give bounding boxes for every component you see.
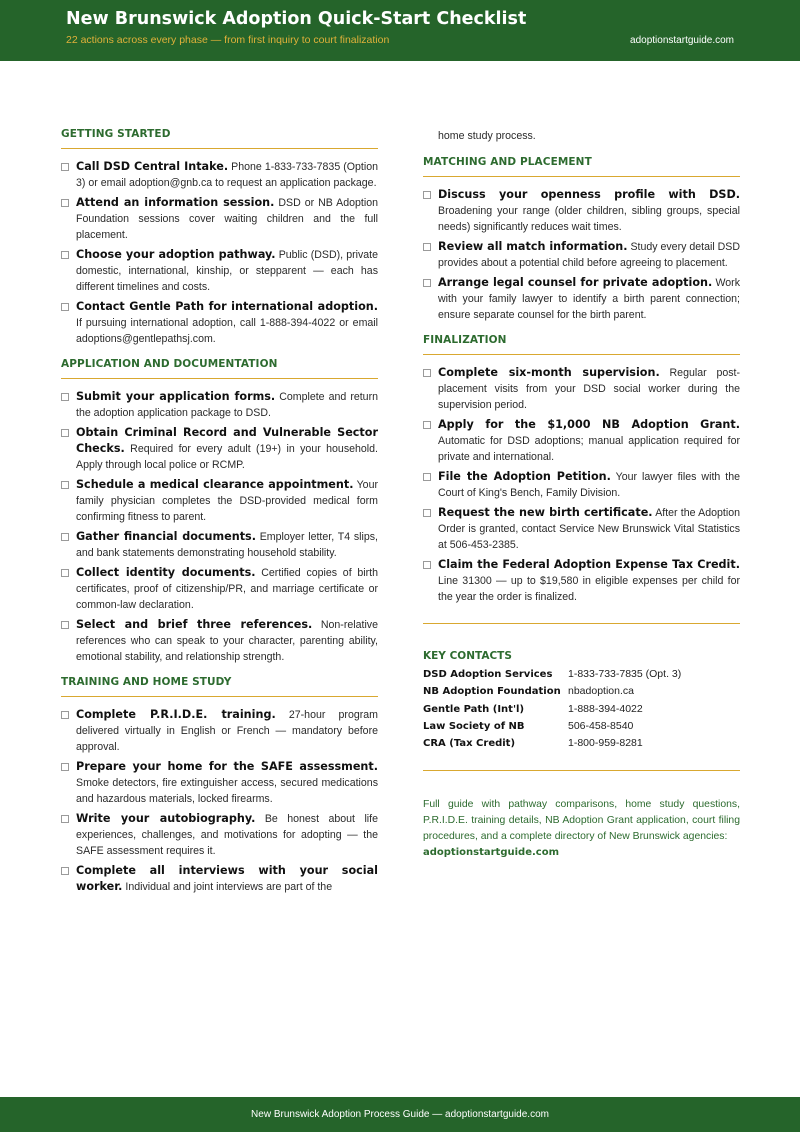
- item-text: DSD or NB Adoption Foundation sessions cover waiting children and the full placement.: [76, 197, 378, 241]
- checklist-item: [423, 365, 740, 413]
- checkbox[interactable]: [61, 711, 69, 719]
- item-text: If pursuing international adoption, call 1-888-394-4022 or email adoptions@gentlepathsj.com.: [76, 317, 378, 345]
- item-lead: Complete P.R.I.D.E. training.: [76, 708, 276, 721]
- contact-value: 506-458-8540: [568, 719, 634, 732]
- checkbox[interactable]: [423, 243, 431, 251]
- checkbox[interactable]: [61, 867, 69, 875]
- checklist-item: [423, 417, 740, 465]
- checkbox[interactable]: [61, 533, 69, 541]
- checklist-item: [61, 565, 378, 613]
- section-finalization: [423, 334, 740, 605]
- checkbox[interactable]: [61, 621, 69, 629]
- section-title: FINALIZATION: [423, 334, 740, 355]
- item-lead: File the Adoption Petition.: [438, 470, 611, 483]
- item-lead: Complete six-month supervision.: [438, 366, 660, 379]
- checklist-item: [61, 389, 378, 421]
- checklist-item: [61, 195, 378, 243]
- item-text: Individual and joint interviews are part of the: [125, 881, 333, 893]
- item-lead: Request the new birth certificate.: [438, 506, 653, 519]
- checklist-item: [423, 239, 740, 271]
- guide-text: Full guide with pathway comparisons, home study questions, P.R.I.D.E. training details, NB Adoption Grant application, court filing procedures, and a complete directory of New Brunswick agencies:: [423, 799, 740, 843]
- item-text: After the Adoption Order is granted, contact Service New Brunswick Vital Statistics at 506-453-2385.: [438, 507, 741, 551]
- checkbox[interactable]: [61, 163, 69, 171]
- checklist-item: [61, 477, 378, 525]
- item-text: Complete and return the adoption application package to DSD.: [76, 391, 378, 419]
- guide-link[interactable]: adoptionstartguide.com: [423, 847, 559, 859]
- checklist-item: [423, 469, 740, 501]
- item-text: Certified copies of birth certificates, proof of citizenship/PR, and marriage certificate or common-law declaration.: [76, 567, 378, 611]
- checkbox[interactable]: [61, 303, 69, 311]
- checklist-item: [61, 863, 378, 895]
- checkbox[interactable]: [423, 191, 431, 199]
- section-application: [61, 358, 378, 665]
- checkbox[interactable]: [423, 421, 431, 429]
- checklist-item: [423, 557, 740, 605]
- item-lead: Contact Gentle Path for international adoption.: [76, 300, 378, 313]
- item-lead: Select and brief three references.: [76, 618, 313, 631]
- page-subtitle: 22 actions across every phase — from first inquiry to court finalization: [66, 34, 390, 46]
- contact-name: CRA (Tax Credit): [423, 738, 516, 750]
- contact-row: [423, 735, 740, 752]
- checkbox[interactable]: [61, 481, 69, 489]
- divider: [423, 623, 740, 624]
- item-lead: Schedule a medical clearance appointment.: [76, 478, 354, 491]
- contact-name: DSD Adoption Services: [423, 669, 553, 680]
- item-text: 27-hour program delivered virtually in English or French — mandatory before approval.: [76, 709, 378, 753]
- item-lead: Complete all interviews with your social worker.: [76, 864, 378, 893]
- divider: [423, 770, 740, 771]
- contact-name: NB Adoption Foundation: [423, 686, 561, 698]
- section-title: APPLICATION AND DOCUMENTATION: [61, 358, 378, 379]
- item-text: Study every detail DSD provides about a potential child before agreeing to placement.: [438, 241, 740, 269]
- contact-row: [423, 683, 740, 700]
- contact-value: 1-888-394-4022: [568, 702, 643, 715]
- guide-note: [423, 797, 740, 861]
- item-text: Employer letter, T4 slips, and bank statements demonstrating household stability.: [76, 531, 378, 559]
- item-lead: Apply for the $1,000 NB Adoption Grant.: [438, 418, 740, 431]
- item-lead: Attend an information session.: [76, 196, 275, 209]
- contact-row: [423, 666, 740, 683]
- item-text: Work with your family lawyer to identify a birth parent connection; ensure separate counsel for the birth parent.: [438, 277, 740, 321]
- checkbox[interactable]: [61, 393, 69, 401]
- checklist-item: [423, 275, 740, 323]
- checkbox[interactable]: [61, 251, 69, 259]
- checkbox[interactable]: [61, 569, 69, 577]
- contact-value: 1-800-959-8281: [568, 737, 643, 750]
- item-lead: Submit your application forms.: [76, 390, 276, 403]
- checklist-item: [61, 299, 378, 347]
- item-text: Be honest about life experiences, challenges, and motivations for adopting — the SAFE assessment requires it.: [76, 813, 378, 857]
- checklist-item: [61, 247, 378, 295]
- item-text: Regular post-placement visits from your DSD social worker during the supervision period.: [438, 367, 740, 411]
- section-training: [61, 676, 378, 895]
- contact-row: [423, 718, 740, 735]
- contact-value: 1-833-733-7835 (Opt. 3): [568, 668, 682, 680]
- item-continuation: home study process.: [438, 130, 536, 142]
- item-lead: Choose your adoption pathway.: [76, 248, 276, 261]
- checklist: [61, 707, 378, 895]
- checklist: [423, 187, 740, 323]
- item-lead: Discuss your openness profile with DSD.: [438, 188, 740, 201]
- checklist-item: [61, 707, 378, 755]
- checklist-item: [61, 759, 378, 807]
- checklist: [61, 159, 378, 347]
- checkbox[interactable]: [61, 763, 69, 771]
- item-lead: Write your autobiography.: [76, 812, 256, 825]
- checkbox[interactable]: [61, 429, 69, 437]
- contacts-table: [423, 666, 740, 752]
- section-title: MATCHING AND PLACEMENT: [423, 156, 740, 177]
- checkbox[interactable]: [423, 473, 431, 481]
- left-column: [61, 128, 378, 906]
- item-text: Smoke detectors, fire extinguisher access, secured medications and hazardous materials, locked firearms.: [76, 777, 378, 805]
- checklist-item: [61, 529, 378, 561]
- page-header: [0, 0, 800, 61]
- checkbox[interactable]: [423, 279, 431, 287]
- section-title: TRAINING AND HOME STUDY: [61, 676, 378, 697]
- item-text: Your family physician completes the DSD-provided medical form confirming fitness to parent.: [76, 479, 378, 523]
- item-lead: Call DSD Central Intake.: [76, 160, 229, 173]
- right-column: [423, 128, 740, 861]
- checkbox[interactable]: [423, 509, 431, 517]
- section-title: GETTING STARTED: [61, 128, 378, 149]
- contact-row: [423, 701, 740, 718]
- checkbox[interactable]: [61, 815, 69, 823]
- item-lead: Collect identity documents.: [76, 566, 256, 579]
- item-text: Phone 1-833-733-7835 (Option 3) or email adoption@gnb.ca to request an application package.: [76, 161, 379, 189]
- checklist-item: [61, 425, 378, 473]
- checkbox[interactable]: [423, 369, 431, 377]
- section-getting-started: [61, 128, 378, 347]
- contact-name: Gentle Path (Int'l): [423, 703, 525, 715]
- page-footer: New Brunswick Adoption Process Guide — adoptionstartguide.com: [0, 1097, 800, 1132]
- item-lead: Gather financial documents.: [76, 530, 256, 543]
- item-lead: Obtain Criminal Record and Vulnerable Sector Checks.: [76, 426, 378, 455]
- section-matching: [423, 156, 740, 323]
- checklist-item: [61, 811, 378, 859]
- item-text: Required for every adult (19+) in your household. Apply through local police or RCMP.: [76, 443, 378, 471]
- item-text: Broadening your range (older children, sibling groups, special needs) significantly reduces wait times.: [438, 205, 740, 233]
- item-text: Line 31300 — up to $19,580 in eligible expenses per child for the year the order is finalized.: [438, 575, 740, 603]
- item-text: Automatic for DSD adoptions; manual application required for private and international.: [438, 435, 740, 463]
- page-title: New Brunswick Adoption Quick-Start Checklist: [66, 9, 527, 29]
- checklist: [423, 365, 740, 605]
- checklist-item: [423, 505, 740, 553]
- contact-name: Law Society of NB: [423, 720, 525, 732]
- key-contacts: [423, 650, 740, 752]
- item-text: Public (DSD), private domestic, international, kinship, or stepparent — each has different timelines and costs.: [76, 249, 379, 293]
- item-lead: Review all match information.: [438, 240, 628, 253]
- checklist-item: [423, 187, 740, 235]
- checklist-item: [61, 159, 378, 191]
- checkbox[interactable]: [423, 561, 431, 569]
- item-text: Non-relative references who can speak to your character, parenting ability, emotional stability, and relationship strength.: [76, 619, 378, 663]
- checklist: [61, 389, 378, 665]
- checkbox[interactable]: [61, 199, 69, 207]
- header-site-link[interactable]: adoptionstartguide.com: [630, 35, 734, 46]
- contacts-title: KEY CONTACTS: [423, 650, 512, 662]
- item-lead: Arrange legal counsel for private adoption.: [438, 276, 713, 289]
- item-lead: Claim the Federal Adoption Expense Tax Credit.: [438, 558, 740, 571]
- checklist-item: [61, 617, 378, 665]
- contact-value: nbadoption.ca: [568, 685, 634, 698]
- item-text: Your lawyer files with the Court of King's Bench, Family Division.: [438, 471, 740, 499]
- item-lead: Prepare your home for the SAFE assessment.: [76, 760, 378, 773]
